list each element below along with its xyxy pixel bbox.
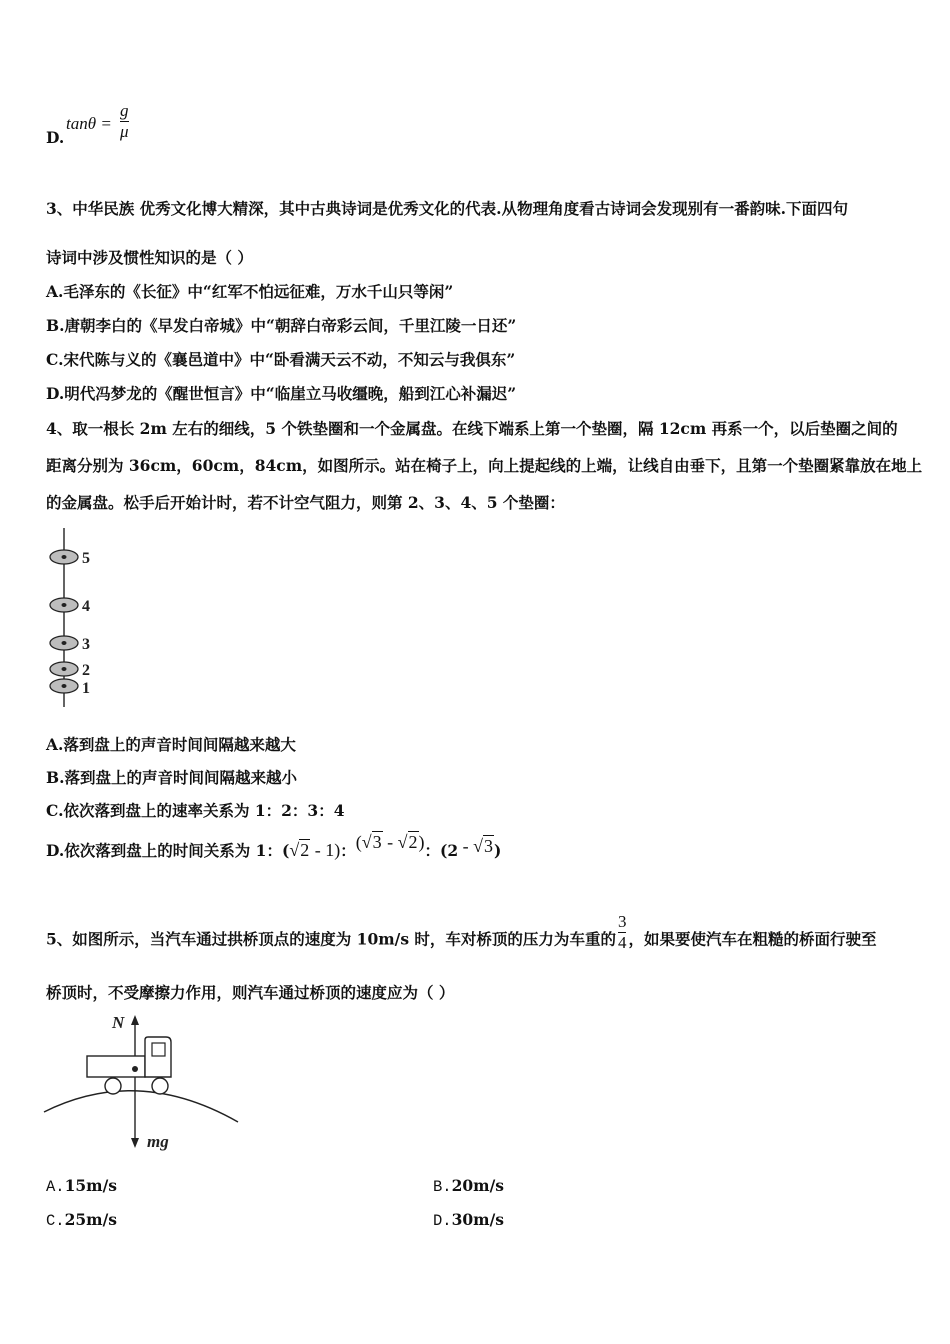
minus-one: - 1) bbox=[310, 840, 341, 860]
truck-wheel-rear bbox=[105, 1078, 121, 1094]
gravity-arrow-head bbox=[131, 1138, 139, 1148]
normal-arrow-head bbox=[131, 1015, 139, 1025]
washer-3 bbox=[50, 636, 78, 650]
label-mg: mg bbox=[147, 1132, 169, 1151]
colon-1: ： bbox=[340, 841, 356, 860]
washer-1 bbox=[50, 679, 78, 693]
minus-sign-2: - bbox=[458, 836, 474, 856]
q5-fraction bbox=[618, 913, 627, 952]
q3-stem-line1: 3、中华民族 优秀文化博大精深，其中古典诗词是优秀文化的代表.从物理角度看古诗词会发现别有一番韵味.下面四句 bbox=[46, 199, 848, 218]
q4-stem-line1: 4、取一根长 2m 左右的细线，5 个铁垫圈和一个金属盘。在线下端系上第一个垫圈，隔 12cm 再系一个，以后垫圈之间的 bbox=[46, 419, 898, 438]
q3-option-b: B.唐朝李白的《早发白帝城》中“朝辞白帝彩云间，千里江陵一日还” bbox=[46, 316, 517, 335]
sqrt-3-term: √3 bbox=[361, 832, 382, 852]
washer-label-4: 4 bbox=[82, 598, 90, 615]
radicand: 3 bbox=[372, 832, 382, 852]
q5-option-a bbox=[46, 1176, 117, 1197]
washer-label-1: 1 bbox=[82, 680, 90, 697]
q3-option-d: D.明代冯梦龙的《醒世恒言》中“临崖立马收缰晚，船到江心补漏迟” bbox=[46, 384, 517, 403]
radicand: 2 bbox=[300, 840, 310, 860]
close-end: ) bbox=[494, 841, 502, 860]
option-letter: C. bbox=[46, 1212, 65, 1230]
q4-option-c: C.依次落到盘上的速率关系为 1：2：3：4 bbox=[46, 801, 345, 820]
q4-stem-line2: 距离分别为 36cm，60cm，84cm，如图所示。站在椅子上，向上提起线的上端，让线自由垂下，且第一个垫圈紧靠放在地上 bbox=[46, 456, 923, 475]
truck-wheel-front bbox=[152, 1078, 168, 1094]
q3-option-a: A.毛泽东的《长征》中“红军不怕远征难，万水千山只等闲” bbox=[46, 282, 454, 301]
sqrt-2-term: √2 bbox=[289, 840, 310, 860]
minus-sign: - bbox=[382, 832, 398, 852]
q5-option-c bbox=[46, 1210, 117, 1231]
colon-2: ：(2 bbox=[424, 841, 459, 860]
q5-stem-before: 5、如图所示，当汽车通过拱桥顶点的速度为 10m/s 时，车对桥顶的压力为车重的 bbox=[46, 929, 616, 949]
q2-fraction-num: g bbox=[120, 101, 129, 120]
center-dot bbox=[132, 1066, 138, 1072]
q4-option-b: B.落到盘上的声音时间间隔越来越小 bbox=[46, 768, 297, 787]
q5-stem-line1 bbox=[46, 912, 877, 960]
open-paren: ( bbox=[355, 832, 362, 852]
washer-label-5: 5 bbox=[82, 550, 90, 567]
option-letter: B. bbox=[433, 1178, 452, 1196]
q4-washer-figure bbox=[40, 525, 110, 710]
q5-frac-den: 4 bbox=[617, 933, 627, 952]
option-value: 30m/s bbox=[451, 1210, 504, 1229]
washer-2 bbox=[50, 662, 78, 676]
washer-5 bbox=[50, 550, 78, 564]
q4-option-a: A.落到盘上的声音时间间隔越来越大 bbox=[46, 735, 296, 754]
q2-fraction-den: μ bbox=[120, 122, 129, 141]
option-letter: D. bbox=[433, 1212, 452, 1230]
q4-option-d-prefix: D.依次落到盘上的时间关系为 1：( bbox=[46, 841, 290, 860]
option-value: 20m/s bbox=[451, 1176, 504, 1195]
washer-4 bbox=[50, 598, 78, 612]
q2-option-d-fraction bbox=[120, 102, 129, 141]
option-value: 15m/s bbox=[64, 1176, 117, 1195]
q5-option-d bbox=[433, 1210, 504, 1231]
q3-stem-line2: 诗词中涉及惯性知识的是（ ） bbox=[46, 248, 253, 267]
washer-label-3: 3 bbox=[82, 636, 90, 653]
option-value: 25m/s bbox=[64, 1210, 117, 1229]
radicand: 3 bbox=[484, 836, 494, 856]
option-letter: A. bbox=[46, 1178, 65, 1196]
sqrt-3b-term: √3 bbox=[473, 836, 494, 856]
sqrt-2b-term: √2 bbox=[397, 832, 418, 852]
label-n: N bbox=[112, 1013, 125, 1032]
q5-option-b bbox=[433, 1176, 504, 1197]
q5-frac-num: 3 bbox=[617, 912, 627, 931]
radicand: 2 bbox=[408, 832, 418, 852]
washer-label-2: 2 bbox=[82, 662, 90, 679]
q4-option-d bbox=[46, 832, 502, 861]
truck-icon bbox=[87, 1037, 171, 1094]
close-paren: ) bbox=[418, 832, 425, 852]
truck-window bbox=[152, 1043, 165, 1056]
q2-option-d-label: D. bbox=[46, 128, 65, 147]
q2-option-d-lhs: tanθ = bbox=[66, 114, 112, 133]
q3-option-c: C.宋代陈与义的《襄邑道中》中“卧看满天云不动，不知云与我俱东” bbox=[46, 350, 516, 369]
q5-stem-after: ，如果要使汽车在粗糙的桥面行驶至 bbox=[628, 929, 877, 949]
q5-bridge-figure bbox=[42, 1010, 242, 1155]
bridge-arc bbox=[44, 1091, 238, 1122]
q4-stem-line3: 的金属盘。松手后开始计时，若不计空气阻力，则第 2、3、4、5 个垫圈： bbox=[46, 493, 565, 512]
q5-stem-line2: 桥顶时，不受摩擦力作用，则汽车通过桥顶的速度应为（ ） bbox=[46, 983, 455, 1002]
